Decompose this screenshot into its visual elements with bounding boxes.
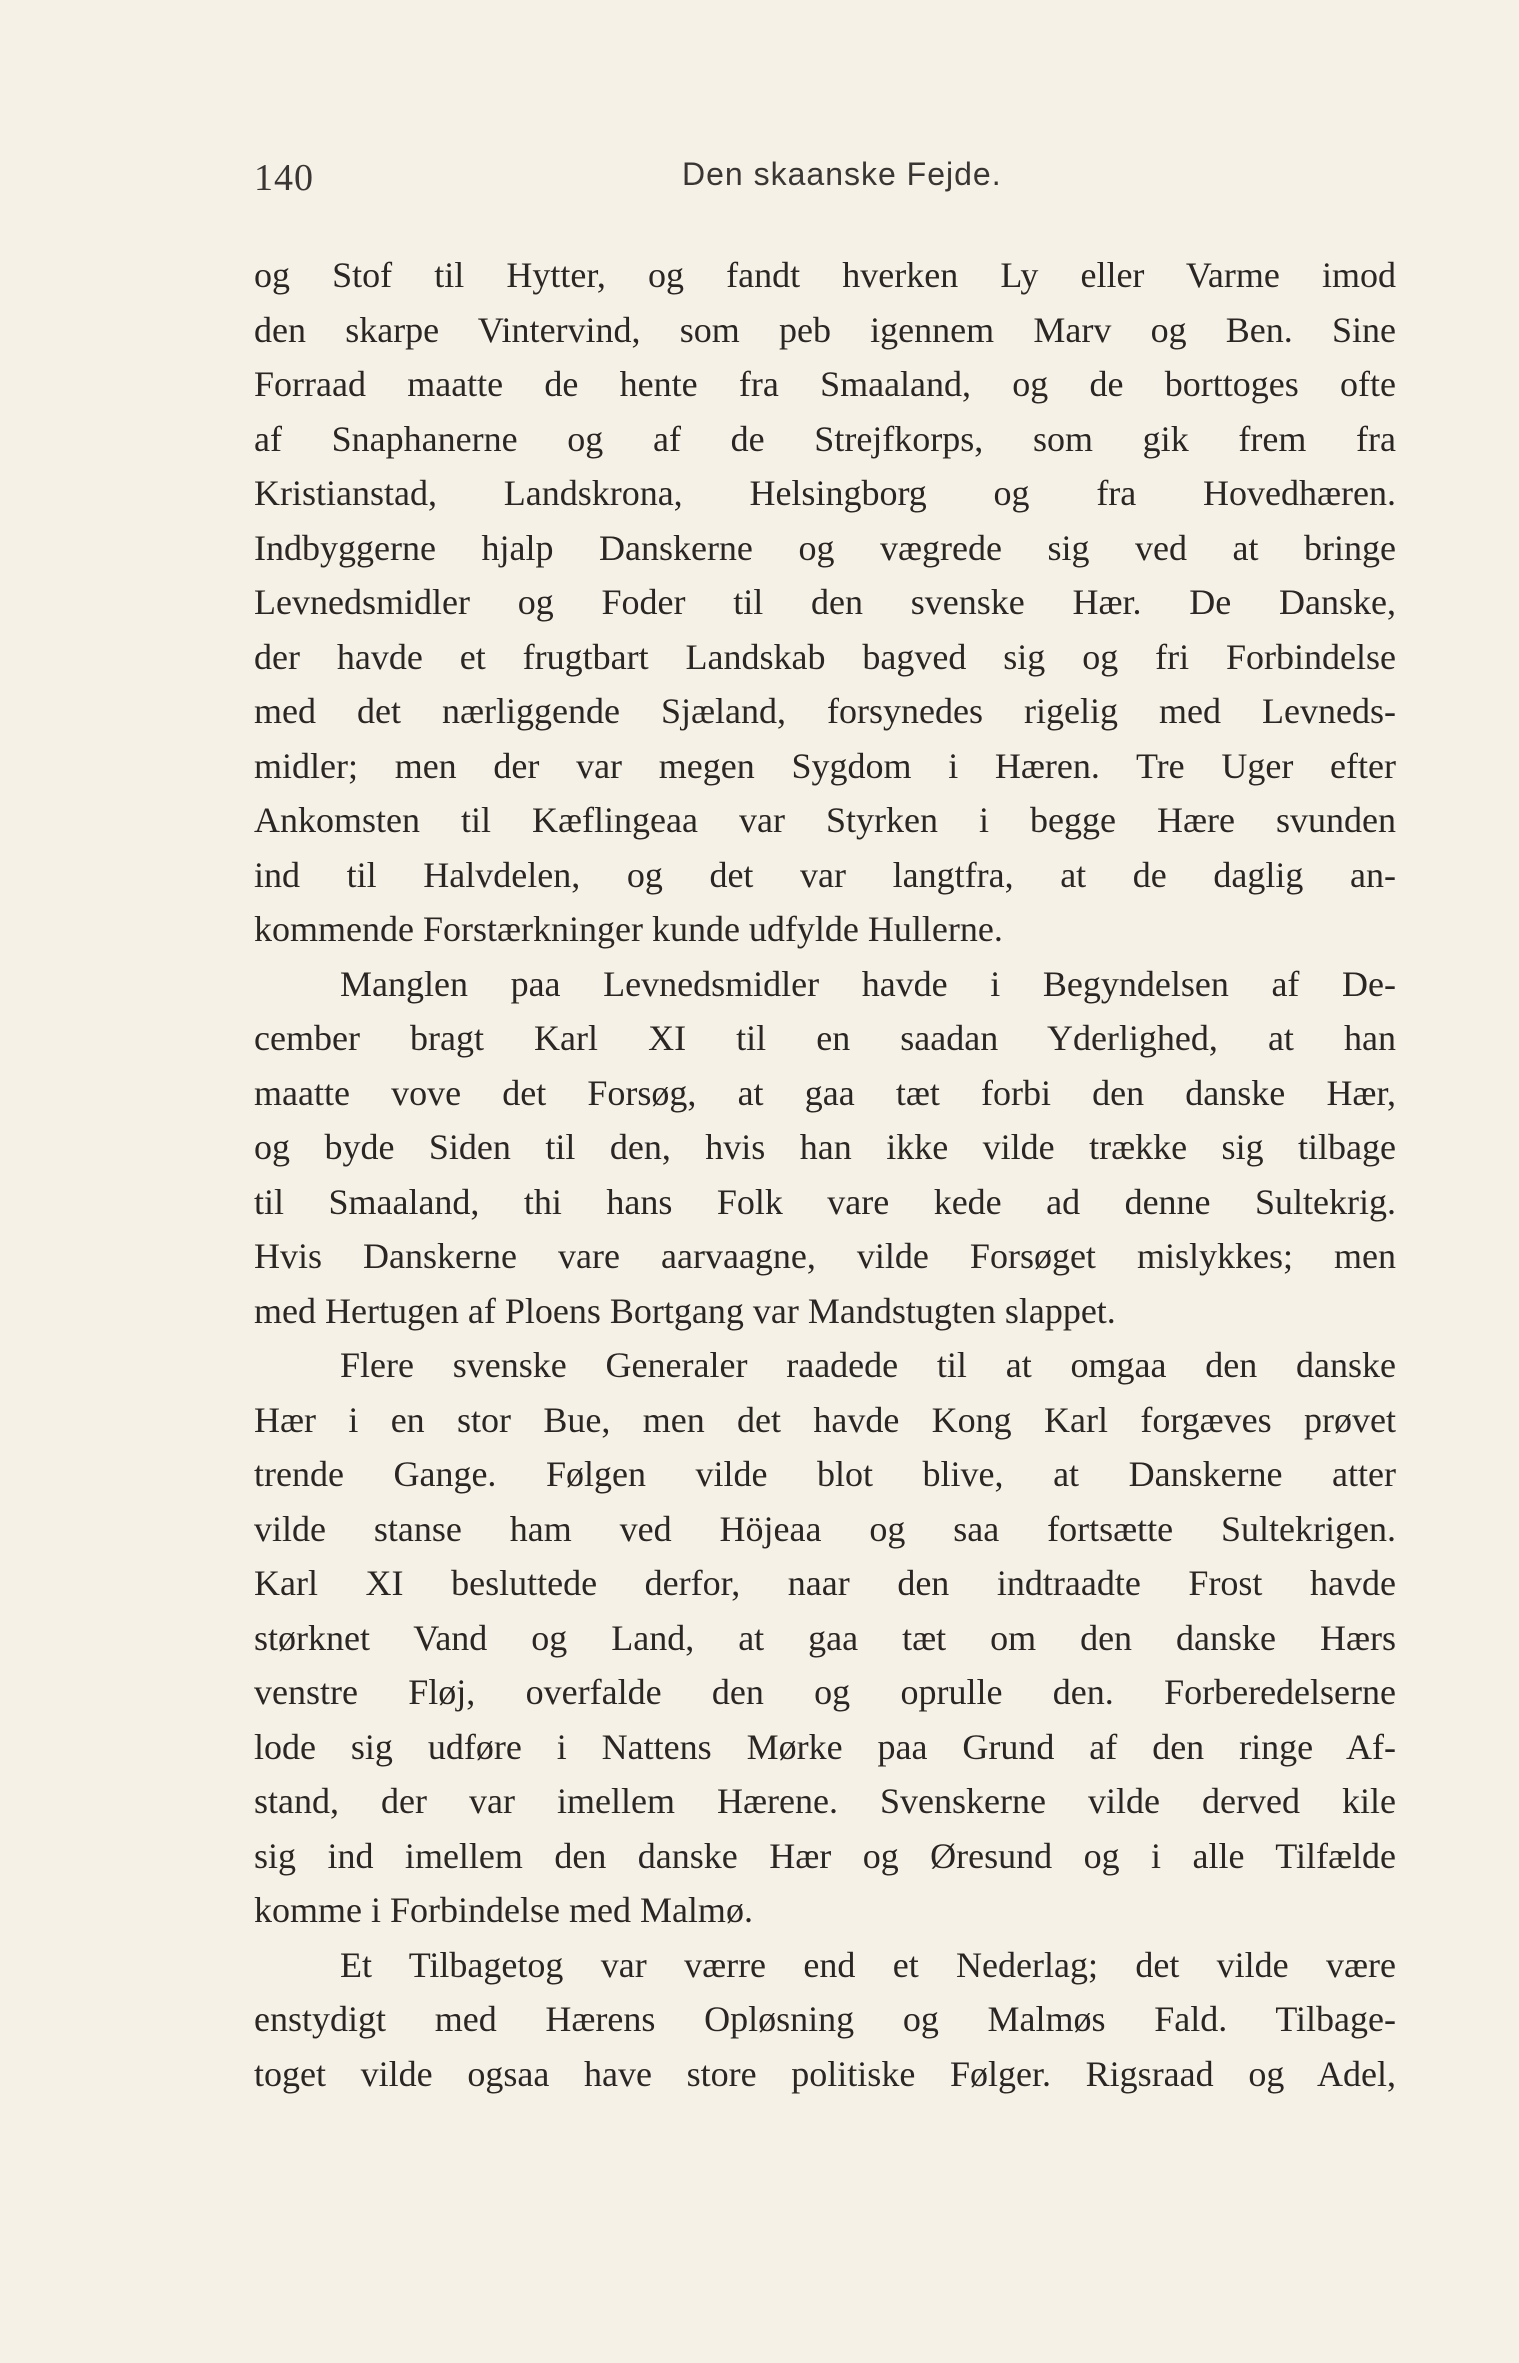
text-line: der havde et frugtbart Landskab bagved sig og fri Forbindelse <box>254 636 1396 677</box>
text-line: og Stof til Hytter, og fandt hverken Ly eller Varme imod <box>254 255 1396 295</box>
text-line: Hær i en stor Bue, men det havde Kong Karl forgæves prøvet <box>254 1399 1396 1440</box>
text-line: toget vilde ogsaa have store politiske Følger. Rigsraad og Adel, <box>254 2053 1396 2094</box>
text-line: vilde stanse ham ved Höjeaa og saa fortsætte Sultekrigen. <box>254 1508 1396 1549</box>
body-text <box>254 248 1396 2101</box>
text-line: og byde Siden til den, hvis han ikke vilde trække sig tilbage <box>254 1127 1396 1167</box>
text-line: af Snaphanerne og af de Strejfkorps, som gik frem fra <box>254 418 1396 459</box>
text-line: ind til Halvdelen, og det var langtfra, at de daglig an- <box>254 854 1396 895</box>
paragraph-end-line: med Hertugen af Ploens Bortgang var Mandstugten slappet. <box>254 1290 1116 1331</box>
text-line: Levnedsmidler og Foder til den svenske Hær. De Danske, <box>254 582 1396 622</box>
paragraph-start-line: Manglen paa Levnedsmidler havde i Begyndelsen af De- <box>340 963 1396 1004</box>
text-line: lode sig udføre i Nattens Mørke paa Grund af den ringe Af- <box>254 1726 1396 1767</box>
text-line: den skarpe Vintervind, som peb igennem Marv og Ben. Sine <box>254 309 1396 350</box>
text-line: til Smaaland, thi hans Folk vare kede ad denne Sultekrig. <box>254 1181 1396 1222</box>
text-line: med det nærliggende Sjæland, forsynedes rigelig med Levneds- <box>254 691 1396 731</box>
text-line: venstre Fløj, overfalde den og oprulle den. Forberedelserne <box>254 1672 1396 1712</box>
text-line: Indbyggerne hjalp Danskerne og vægrede sig ved at bringe <box>254 527 1396 568</box>
paragraph-end-line: komme i Forbindelse med Malmø. <box>254 1890 753 1930</box>
page-number: 140 <box>254 157 314 199</box>
text-line: Ankomsten til Kæflingeaa var Styrken i begge Hære svunden <box>254 800 1396 840</box>
paragraph-start-line: Flere svenske Generaler raadede til at omgaa den danske <box>340 1345 1396 1385</box>
text-line: Forraad maatte de hente fra Smaaland, og de borttoges ofte <box>254 364 1396 404</box>
text-line: midler; men der var megen Sygdom i Hæren. Tre Uger efter <box>254 745 1396 786</box>
text-line: enstydigt med Hærens Opløsning og Malmøs Fald. Tilbage- <box>254 1999 1396 2039</box>
paragraph-start-line: Et Tilbagetog var værre end et Nederlag; det vilde være <box>340 1944 1396 1985</box>
text-line: cember bragt Karl XI til en saadan Yderlighed, at han <box>254 1018 1396 1058</box>
paragraph-end-line: kommende Forstærkninger kunde udfylde Hullerne. <box>254 909 1003 949</box>
text-line: Hvis Danskerne vare aarvaagne, vilde Forsøget mislykkes; men <box>254 1236 1396 1276</box>
text-line: Karl XI besluttede derfor, naar den indtraadte Frost havde <box>254 1563 1396 1603</box>
text-line: Kristianstad, Landskrona, Helsingborg og fra Hovedhæren. <box>254 473 1396 513</box>
text-line: størknet Vand og Land, at gaa tæt om den danske Hærs <box>254 1617 1396 1658</box>
text-line: sig ind imellem den danske Hær og Øresund og i alle Tilfælde <box>254 1835 1396 1876</box>
text-line: trende Gange. Følgen vilde blot blive, at Danskerne atter <box>254 1454 1396 1494</box>
running-title: Den skaanske Fejde. <box>682 156 1002 192</box>
text-line: stand, der var imellem Hærene. Svenskerne vilde derved kile <box>254 1781 1396 1821</box>
text-line: maatte vove det Forsøg, at gaa tæt forbi den danske Hær, <box>254 1072 1396 1113</box>
